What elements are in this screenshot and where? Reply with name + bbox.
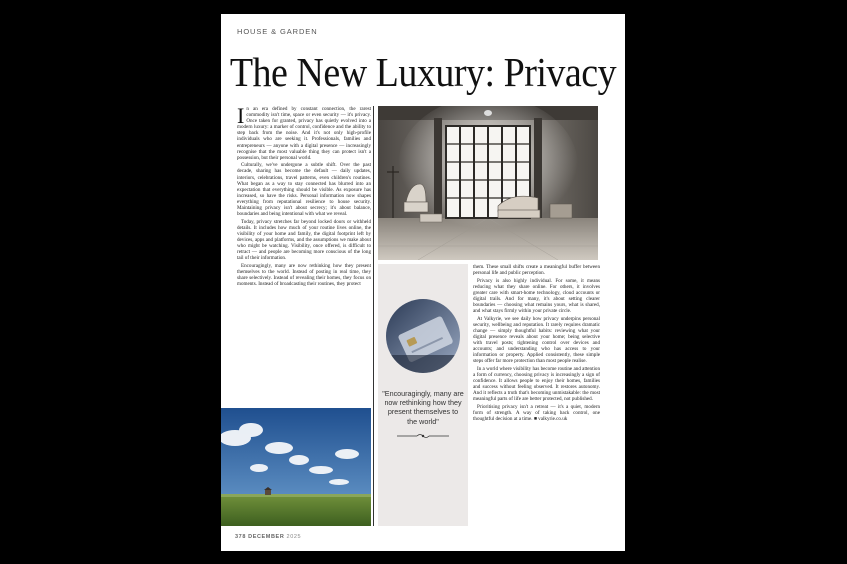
paragraph	[237, 106, 371, 161]
drop-cap: I	[237, 106, 245, 128]
magazine-page	[221, 14, 625, 551]
field-photo	[221, 408, 371, 526]
issue-year: 2025	[286, 534, 302, 540]
section-label: HOUSE & GARDEN	[237, 27, 318, 36]
issue-month: DECEMBER	[248, 534, 285, 540]
card-reader-photo	[386, 299, 460, 373]
article-title: The New Luxury: Privacy	[229, 50, 617, 96]
paragraph: At Valkyrie, we see daily how privacy underpins personal security, wellbeing and reputation. It rarely requires dramatic change — simply thoughtful habits: reviewing what your digital presence reveals about your home; being selective with travel posts; tightening control over devices and accounts; and understanding who has access to your information or property. Applied consistently, these simple steps offer far more protection than most people realise.	[473, 315, 600, 365]
paragraph: In a world where visibility has become routine and attention a form of currency, choosing privacy is increasingly a sign of confidence. It allows people to enjoy their homes, families and success without feeling observed. It restores autonomy. And it reflects a truth that's becoming unmistakable: the most meaningful parts of life are better protected, not published.	[473, 366, 600, 403]
page-folio	[235, 534, 301, 540]
page-number: 378	[235, 534, 246, 540]
paragraph: Culturally, we've undergone a subtle shift. Over the past decade, sharing has become the default — daily updates, interiors, celebrations, travel patterns, even children's routines. What began as a way to stay connected has blurred into an expectation that everything should be visible. As exposure has increased, so have the risks. Personal information now shapes everything from reputational resilience to house security. Maintaining privacy isn't about secrecy; it's about balance, boundaries and being intentional with what we reveal.	[237, 162, 371, 218]
paragraph: Today, privacy stretches far beyond locked doors or withheld details. It includes how much of your routine lives online, the visibility of your home and family, the digital footprint left by devices, apps and platforms, and the assumptions we make about who might be watching. Visibility, once offered, is difficult to retract — and people are becoming more conscious of the long tail of their information.	[237, 218, 371, 262]
flourish-icon	[395, 432, 451, 440]
paragraph: them. These small shifts create a meaningful buffer between personal life and public perception.	[473, 264, 600, 277]
pull-quote: "Encouragingly, many are now rethinking how they present themselves to the world"	[382, 389, 464, 426]
paragraph: Prioritising privacy isn't a retreat — it's a quiet, modern form of strength. A way of taking back control, one thoughtful decision at a time. ■ valkyrie.co.uk	[473, 404, 600, 423]
paragraph: Privacy is also highly individual. For some, it means reducing what they share online. For others, it involves greater care with smart-home technology, cloud accounts or digital trails. And for many, it's about setting clearer boundaries — choosing what remains yours, what is shared, and what stays firmly within your private circle.	[473, 277, 600, 315]
column-divider	[373, 106, 374, 526]
room-photo	[378, 106, 598, 260]
paragraph: Encouragingly, many are now rethinking how they present themselves to the world. Instead of posting in real time, they share selectively. Instead of revealing their homes, they focus on moments. Instead of broadcasting their routines, they protect	[237, 262, 371, 288]
paragraph-text: n an era defined by constant connection, the rarest commodity isn't time, space or even security — it's privacy. Once taken for granted, privacy has quietly evolved into a modern luxury: a marker of control, confidence and the ability to step back from the noise. And it's not only high-profile individuals who are seeking it. Professionals, families and entrepreneurs — anyone with a digital presence — increasingly recognise that the most valuable thing they can protect isn't a possession, but their personal world.	[237, 106, 371, 161]
right-text-column	[473, 264, 600, 529]
pull-quote-panel	[378, 264, 468, 526]
left-text-column	[237, 106, 371, 408]
